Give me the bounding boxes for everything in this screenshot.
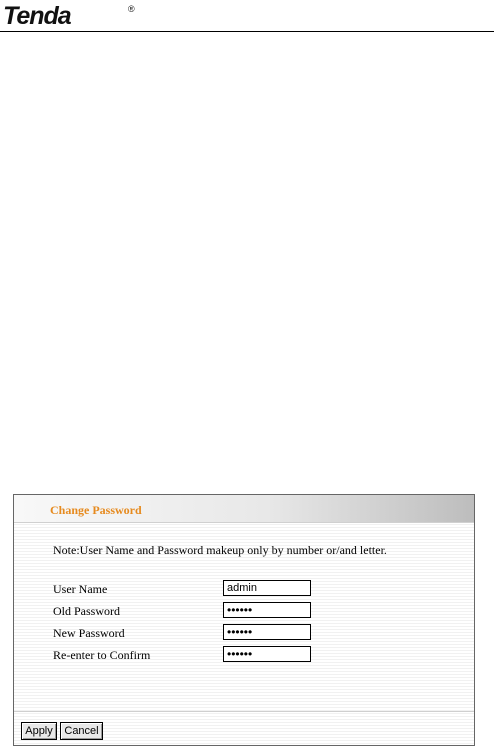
header-divider	[0, 31, 494, 32]
panel-title-bar	[14, 495, 474, 523]
old-password-input[interactable]	[223, 602, 311, 618]
registered-mark: ®	[128, 4, 135, 14]
change-password-panel	[13, 494, 475, 746]
old-password-row	[53, 602, 353, 620]
apply-button[interactable]: Apply	[21, 722, 57, 740]
confirm-password-row	[53, 646, 353, 664]
old-password-label: Old Password	[53, 604, 121, 618]
confirm-password-label: Re-enter to Confirm	[53, 648, 151, 662]
panel-title: Change Password	[50, 503, 142, 517]
user-name-row	[53, 580, 353, 598]
new-password-label: New Password	[53, 626, 125, 640]
tenda-logo: Tenda	[3, 2, 71, 30]
password-note: Note:User Name and Password makeup only by number or/and letter.	[53, 543, 387, 557]
new-password-input[interactable]	[223, 624, 311, 640]
confirm-password-input[interactable]	[223, 646, 311, 662]
cancel-button[interactable]: Cancel	[60, 722, 103, 740]
footer-divider	[14, 711, 474, 712]
user-name-label: User Name	[53, 582, 108, 596]
user-name-input[interactable]	[223, 580, 311, 596]
new-password-row	[53, 624, 353, 642]
